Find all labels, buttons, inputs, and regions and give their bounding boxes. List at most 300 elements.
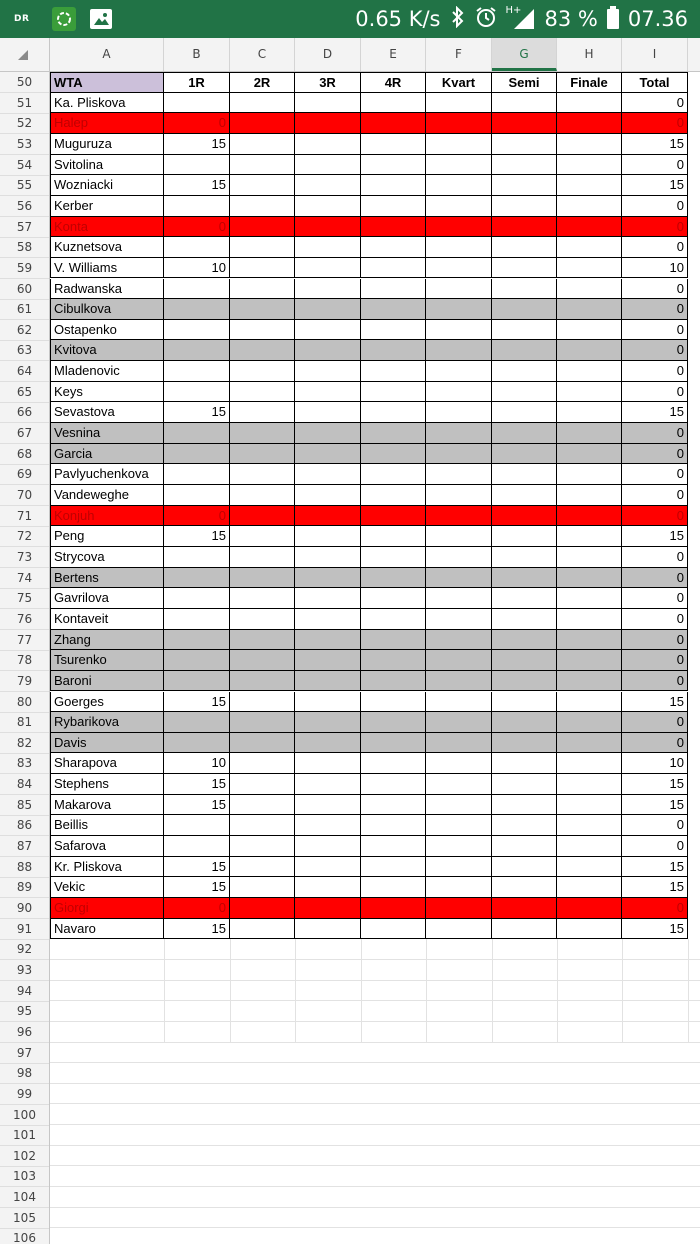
empty-row[interactable] (50, 939, 700, 960)
row-header[interactable]: 99 (0, 1084, 49, 1105)
cell-e[interactable] (361, 155, 426, 176)
player-name-cell[interactable]: Svitolina (50, 155, 164, 176)
cell-g[interactable] (492, 774, 557, 795)
player-name-cell[interactable]: Mladenovic (50, 361, 164, 382)
cell-d[interactable] (295, 402, 361, 423)
empty-row[interactable] (50, 1166, 700, 1187)
round1-cell[interactable] (164, 382, 230, 403)
cell-c[interactable] (230, 630, 295, 651)
cell-f[interactable] (426, 609, 492, 630)
row-header[interactable]: 77 (0, 630, 49, 651)
cell-d[interactable] (295, 650, 361, 671)
row-header[interactable]: 82 (0, 733, 49, 754)
header-cell-f[interactable]: Kvart (426, 72, 492, 93)
cell-g[interactable] (492, 898, 557, 919)
column-header-f[interactable]: F (426, 38, 492, 71)
round1-cell[interactable] (164, 464, 230, 485)
cell-h[interactable] (557, 671, 622, 692)
cell-h[interactable] (557, 320, 622, 341)
cell-c[interactable] (230, 526, 295, 547)
cell-f[interactable] (426, 547, 492, 568)
cell-f[interactable] (426, 836, 492, 857)
cell-h[interactable] (557, 485, 622, 506)
row-header[interactable]: 97 (0, 1043, 49, 1064)
cell-d[interactable] (295, 361, 361, 382)
row-header[interactable]: 86 (0, 815, 49, 836)
cell-c[interactable] (230, 320, 295, 341)
cell-c[interactable] (230, 134, 295, 155)
cell-g[interactable] (492, 320, 557, 341)
cell-e[interactable] (361, 836, 426, 857)
total-cell[interactable]: 0 (622, 423, 688, 444)
cell-g[interactable] (492, 609, 557, 630)
cell-d[interactable] (295, 815, 361, 836)
player-name-cell[interactable]: Davis (50, 733, 164, 754)
total-cell[interactable]: 15 (622, 857, 688, 878)
header-cell-c[interactable]: 2R (230, 72, 295, 93)
row-header[interactable]: 60 (0, 279, 49, 300)
cell-c[interactable] (230, 93, 295, 114)
player-name-cell[interactable]: V. Williams (50, 258, 164, 279)
cell-g[interactable] (492, 464, 557, 485)
row-header[interactable]: 52 (0, 113, 49, 134)
row-header[interactable]: 78 (0, 650, 49, 671)
cell-d[interactable] (295, 836, 361, 857)
row-header[interactable]: 96 (0, 1022, 49, 1043)
total-cell[interactable]: 0 (622, 237, 688, 258)
cell-e[interactable] (361, 898, 426, 919)
empty-row[interactable] (50, 1084, 700, 1105)
row-header[interactable]: 88 (0, 857, 49, 878)
cell-g[interactable] (492, 795, 557, 816)
total-cell[interactable]: 0 (622, 361, 688, 382)
total-cell[interactable]: 0 (622, 464, 688, 485)
total-cell[interactable]: 0 (622, 93, 688, 114)
cell-f[interactable] (426, 361, 492, 382)
total-cell[interactable]: 15 (622, 919, 688, 940)
round1-cell[interactable] (164, 712, 230, 733)
cell-d[interactable] (295, 444, 361, 465)
cell-g[interactable] (492, 93, 557, 114)
cell-e[interactable] (361, 444, 426, 465)
cell-d[interactable] (295, 217, 361, 238)
player-name-cell[interactable]: Cibulkova (50, 299, 164, 320)
player-name-cell[interactable]: Beillis (50, 815, 164, 836)
cell-e[interactable] (361, 877, 426, 898)
cell-d[interactable] (295, 857, 361, 878)
round1-cell[interactable] (164, 279, 230, 300)
empty-row[interactable] (50, 981, 700, 1002)
cell-d[interactable] (295, 382, 361, 403)
row-header[interactable]: 101 (0, 1125, 49, 1146)
round1-cell[interactable] (164, 568, 230, 589)
cell-d[interactable] (295, 692, 361, 713)
cell-e[interactable] (361, 609, 426, 630)
row-header[interactable]: 66 (0, 402, 49, 423)
cell-h[interactable] (557, 877, 622, 898)
row-header[interactable]: 64 (0, 361, 49, 382)
header-cell-b[interactable]: 1R (164, 72, 230, 93)
row-header[interactable]: 72 (0, 526, 49, 547)
cell-c[interactable] (230, 340, 295, 361)
cell-f[interactable] (426, 217, 492, 238)
row-header[interactable]: 65 (0, 382, 49, 403)
player-name-cell[interactable]: Pavlyuchenkova (50, 464, 164, 485)
row-header[interactable]: 71 (0, 506, 49, 527)
cell-e[interactable] (361, 320, 426, 341)
cell-f[interactable] (426, 134, 492, 155)
empty-row[interactable] (50, 1043, 700, 1064)
cell-g[interactable] (492, 402, 557, 423)
row-header[interactable]: 73 (0, 547, 49, 568)
cell-d[interactable] (295, 237, 361, 258)
row-header[interactable]: 59 (0, 258, 49, 279)
cell-e[interactable] (361, 919, 426, 940)
cell-d[interactable] (295, 299, 361, 320)
total-cell[interactable]: 0 (622, 547, 688, 568)
cell-f[interactable] (426, 258, 492, 279)
cell-f[interactable] (426, 671, 492, 692)
row-header[interactable]: 80 (0, 692, 49, 713)
empty-row[interactable] (50, 1022, 700, 1043)
cell-g[interactable] (492, 815, 557, 836)
cell-e[interactable] (361, 217, 426, 238)
cell-c[interactable] (230, 485, 295, 506)
total-cell[interactable]: 15 (622, 175, 688, 196)
cell-h[interactable] (557, 568, 622, 589)
cell-g[interactable] (492, 134, 557, 155)
cell-g[interactable] (492, 547, 557, 568)
cell-h[interactable] (557, 299, 622, 320)
column-header-b[interactable]: B (164, 38, 230, 71)
cell-e[interactable] (361, 815, 426, 836)
row-header[interactable]: 54 (0, 155, 49, 176)
cell-e[interactable] (361, 795, 426, 816)
round1-cell[interactable]: 15 (164, 857, 230, 878)
cell-c[interactable] (230, 733, 295, 754)
cell-h[interactable] (557, 588, 622, 609)
cell-d[interactable] (295, 568, 361, 589)
round1-cell[interactable] (164, 93, 230, 114)
column-header-a[interactable]: A (50, 38, 164, 71)
cell-f[interactable] (426, 877, 492, 898)
cell-d[interactable] (295, 919, 361, 940)
column-header-h[interactable]: H (557, 38, 622, 71)
cell-c[interactable] (230, 671, 295, 692)
cell-d[interactable] (295, 547, 361, 568)
row-header[interactable]: 105 (0, 1208, 49, 1229)
cell-c[interactable] (230, 196, 295, 217)
row-header[interactable]: 103 (0, 1166, 49, 1187)
cell-c[interactable] (230, 175, 295, 196)
cell-e[interactable] (361, 423, 426, 444)
cell-g[interactable] (492, 526, 557, 547)
row-header[interactable]: 51 (0, 93, 49, 114)
cell-h[interactable] (557, 547, 622, 568)
row-header[interactable]: 106 (0, 1228, 49, 1244)
cell-e[interactable] (361, 568, 426, 589)
cell-e[interactable] (361, 93, 426, 114)
row-header[interactable]: 50 (0, 72, 49, 93)
row-header[interactable]: 83 (0, 753, 49, 774)
round1-cell[interactable] (164, 609, 230, 630)
cell-e[interactable] (361, 299, 426, 320)
cell-c[interactable] (230, 919, 295, 940)
cell-d[interactable] (295, 423, 361, 444)
player-name-cell[interactable]: Kr. Pliskova (50, 857, 164, 878)
total-cell[interactable]: 10 (622, 258, 688, 279)
cell-h[interactable] (557, 134, 622, 155)
total-cell[interactable]: 0 (622, 650, 688, 671)
round1-cell[interactable] (164, 423, 230, 444)
select-all-button[interactable] (0, 38, 50, 71)
cell-d[interactable] (295, 630, 361, 651)
total-cell[interactable]: 0 (622, 836, 688, 857)
cell-e[interactable] (361, 237, 426, 258)
header-cell-d[interactable]: 3R (295, 72, 361, 93)
cell-g[interactable] (492, 155, 557, 176)
round1-cell[interactable]: 15 (164, 795, 230, 816)
total-cell[interactable]: 0 (622, 568, 688, 589)
spreadsheet-grid[interactable] (50, 72, 700, 1244)
cell-h[interactable] (557, 506, 622, 527)
row-header[interactable]: 84 (0, 774, 49, 795)
player-name-cell[interactable]: Stephens (50, 774, 164, 795)
round1-cell[interactable] (164, 444, 230, 465)
cell-g[interactable] (492, 258, 557, 279)
cell-g[interactable] (492, 382, 557, 403)
round1-cell[interactable] (164, 340, 230, 361)
cell-c[interactable] (230, 506, 295, 527)
cell-c[interactable] (230, 299, 295, 320)
total-cell[interactable]: 0 (622, 320, 688, 341)
cell-h[interactable] (557, 175, 622, 196)
cell-h[interactable] (557, 423, 622, 444)
cell-d[interactable] (295, 196, 361, 217)
cell-e[interactable] (361, 857, 426, 878)
column-header-i[interactable]: I (622, 38, 688, 71)
cell-f[interactable] (426, 733, 492, 754)
cell-h[interactable] (557, 774, 622, 795)
cell-c[interactable] (230, 774, 295, 795)
round1-cell[interactable] (164, 237, 230, 258)
cell-h[interactable] (557, 795, 622, 816)
cell-e[interactable] (361, 506, 426, 527)
row-header[interactable]: 56 (0, 196, 49, 217)
cell-f[interactable] (426, 196, 492, 217)
round1-cell[interactable]: 10 (164, 258, 230, 279)
cell-c[interactable] (230, 898, 295, 919)
cell-g[interactable] (492, 196, 557, 217)
cell-c[interactable] (230, 609, 295, 630)
total-cell[interactable]: 15 (622, 526, 688, 547)
round1-cell[interactable]: 10 (164, 753, 230, 774)
player-name-cell[interactable]: Keys (50, 382, 164, 403)
player-name-cell[interactable]: Navaro (50, 919, 164, 940)
row-header[interactable]: 89 (0, 877, 49, 898)
cell-g[interactable] (492, 650, 557, 671)
row-header[interactable]: 93 (0, 960, 49, 981)
cell-f[interactable] (426, 815, 492, 836)
header-cell-a[interactable]: WTA (50, 72, 164, 93)
cell-g[interactable] (492, 279, 557, 300)
round1-cell[interactable] (164, 588, 230, 609)
cell-d[interactable] (295, 279, 361, 300)
cell-f[interactable] (426, 774, 492, 795)
player-name-cell[interactable]: Konta (50, 217, 164, 238)
round1-cell[interactable]: 15 (164, 526, 230, 547)
cell-d[interactable] (295, 175, 361, 196)
cell-g[interactable] (492, 423, 557, 444)
player-name-cell[interactable]: Kontaveit (50, 609, 164, 630)
cell-h[interactable] (557, 898, 622, 919)
cell-c[interactable] (230, 795, 295, 816)
player-name-cell[interactable]: Sharapova (50, 753, 164, 774)
round1-cell[interactable]: 15 (164, 175, 230, 196)
cell-g[interactable] (492, 836, 557, 857)
total-cell[interactable]: 0 (622, 444, 688, 465)
player-name-cell[interactable]: Ostapenko (50, 320, 164, 341)
cell-d[interactable] (295, 712, 361, 733)
cell-h[interactable] (557, 444, 622, 465)
cell-g[interactable] (492, 857, 557, 878)
cell-h[interactable] (557, 857, 622, 878)
cell-c[interactable] (230, 464, 295, 485)
cell-h[interactable] (557, 382, 622, 403)
cell-h[interactable] (557, 753, 622, 774)
player-name-cell[interactable]: Vesnina (50, 423, 164, 444)
total-cell[interactable]: 0 (622, 299, 688, 320)
player-name-cell[interactable]: Vandeweghe (50, 485, 164, 506)
total-cell[interactable]: 0 (622, 113, 688, 134)
total-cell[interactable]: 0 (622, 733, 688, 754)
round1-cell[interactable]: 15 (164, 877, 230, 898)
row-header[interactable]: 75 (0, 588, 49, 609)
round1-cell[interactable] (164, 547, 230, 568)
cell-c[interactable] (230, 217, 295, 238)
player-name-cell[interactable]: Konjuh (50, 506, 164, 527)
player-name-cell[interactable]: Bertens (50, 568, 164, 589)
cell-h[interactable] (557, 526, 622, 547)
cell-d[interactable] (295, 340, 361, 361)
round1-cell[interactable] (164, 650, 230, 671)
cell-c[interactable] (230, 547, 295, 568)
cell-d[interactable] (295, 485, 361, 506)
cell-d[interactable] (295, 506, 361, 527)
round1-cell[interactable]: 15 (164, 402, 230, 423)
cell-h[interactable] (557, 733, 622, 754)
round1-cell[interactable]: 0 (164, 506, 230, 527)
total-cell[interactable]: 15 (622, 795, 688, 816)
column-header-g[interactable]: G (492, 38, 557, 71)
round1-cell[interactable] (164, 361, 230, 382)
player-name-cell[interactable]: Halep (50, 113, 164, 134)
cell-d[interactable] (295, 155, 361, 176)
cell-c[interactable] (230, 444, 295, 465)
cell-g[interactable] (492, 113, 557, 134)
cell-c[interactable] (230, 237, 295, 258)
player-name-cell[interactable]: Zhang (50, 630, 164, 651)
cell-d[interactable] (295, 526, 361, 547)
row-header[interactable]: 70 (0, 485, 49, 506)
total-cell[interactable]: 0 (622, 506, 688, 527)
cell-c[interactable] (230, 753, 295, 774)
row-header[interactable]: 69 (0, 464, 49, 485)
cell-e[interactable] (361, 753, 426, 774)
row-header[interactable]: 53 (0, 134, 49, 155)
row-header[interactable]: 95 (0, 1001, 49, 1022)
cell-f[interactable] (426, 795, 492, 816)
player-name-cell[interactable]: Kuznetsova (50, 237, 164, 258)
row-header[interactable]: 79 (0, 671, 49, 692)
row-header[interactable]: 100 (0, 1105, 49, 1126)
cell-g[interactable] (492, 217, 557, 238)
cell-c[interactable] (230, 836, 295, 857)
cell-e[interactable] (361, 485, 426, 506)
cell-f[interactable] (426, 340, 492, 361)
cell-h[interactable] (557, 712, 622, 733)
cell-f[interactable] (426, 175, 492, 196)
total-cell[interactable]: 0 (622, 609, 688, 630)
cell-d[interactable] (295, 134, 361, 155)
cell-d[interactable] (295, 609, 361, 630)
round1-cell[interactable]: 15 (164, 774, 230, 795)
total-cell[interactable]: 0 (622, 898, 688, 919)
cell-f[interactable] (426, 712, 492, 733)
cell-h[interactable] (557, 113, 622, 134)
row-header[interactable]: 87 (0, 836, 49, 857)
cell-g[interactable] (492, 340, 557, 361)
empty-row[interactable] (50, 1125, 700, 1146)
cell-g[interactable] (492, 485, 557, 506)
row-header[interactable]: 76 (0, 609, 49, 630)
player-name-cell[interactable]: Strycova (50, 547, 164, 568)
cell-f[interactable] (426, 299, 492, 320)
row-header[interactable]: 90 (0, 898, 49, 919)
cell-f[interactable] (426, 382, 492, 403)
empty-row[interactable] (50, 1228, 700, 1244)
empty-row[interactable] (50, 1105, 700, 1126)
cell-e[interactable] (361, 134, 426, 155)
empty-row[interactable] (50, 1063, 700, 1084)
cell-f[interactable] (426, 464, 492, 485)
row-header[interactable]: 57 (0, 217, 49, 238)
cell-f[interactable] (426, 93, 492, 114)
cell-h[interactable] (557, 464, 622, 485)
cell-h[interactable] (557, 93, 622, 114)
total-cell[interactable]: 10 (622, 753, 688, 774)
total-cell[interactable]: 15 (622, 134, 688, 155)
cell-g[interactable] (492, 175, 557, 196)
round1-cell[interactable]: 0 (164, 113, 230, 134)
round1-cell[interactable] (164, 630, 230, 651)
player-name-cell[interactable]: Wozniacki (50, 175, 164, 196)
total-cell[interactable]: 0 (622, 712, 688, 733)
cell-g[interactable] (492, 237, 557, 258)
cell-h[interactable] (557, 217, 622, 238)
player-name-cell[interactable]: Rybarikova (50, 712, 164, 733)
row-header[interactable]: 102 (0, 1146, 49, 1167)
total-cell[interactable]: 0 (622, 340, 688, 361)
cell-f[interactable] (426, 423, 492, 444)
cell-c[interactable] (230, 258, 295, 279)
header-cell-i[interactable]: Total (622, 72, 688, 93)
cell-e[interactable] (361, 526, 426, 547)
row-header[interactable]: 74 (0, 568, 49, 589)
empty-row[interactable] (50, 1146, 700, 1167)
round1-cell[interactable] (164, 671, 230, 692)
cell-d[interactable] (295, 320, 361, 341)
